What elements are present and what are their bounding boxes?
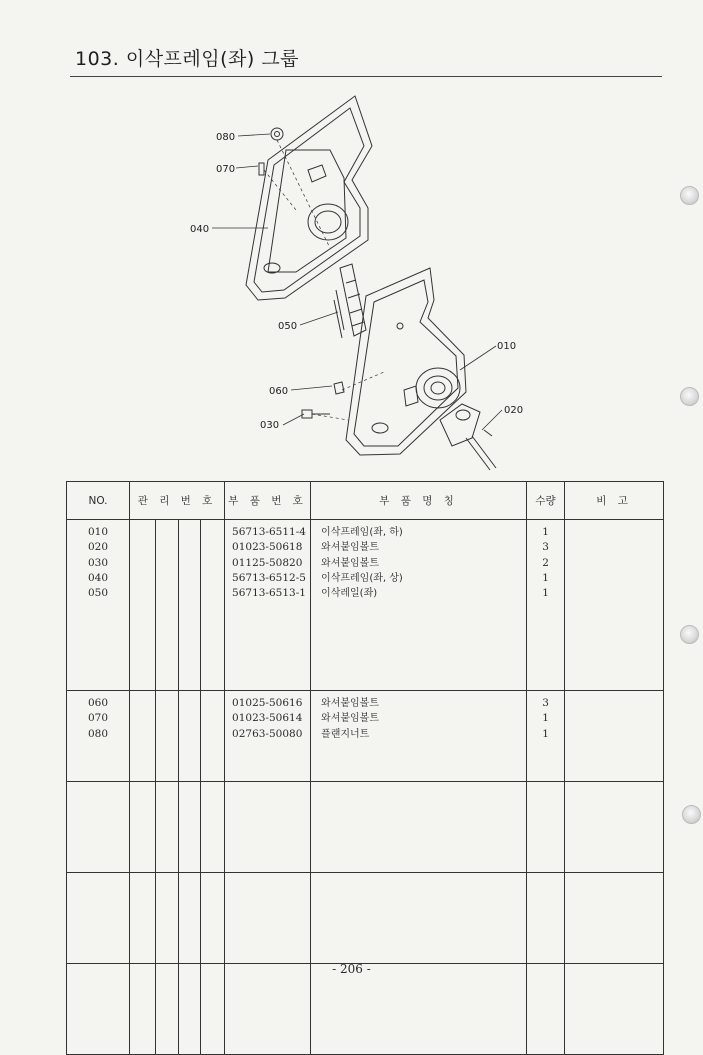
cell-part-number [225,691,311,782]
cell-part-name-value: 이삭레일(좌) [321,588,378,600]
cell-mgmt [201,691,225,782]
cell-mgmt [130,873,156,964]
page-title: 103. 이삭프레임(좌) 그룹 [75,48,300,70]
callout-020: 020 [504,405,524,416]
cell-quantity-value: 3 [542,541,549,554]
cell-part-number [225,520,311,691]
header-quantity: 수량 [527,482,565,520]
callout-050: 050 [278,321,298,332]
cell-mgmt [201,520,225,691]
rail-050 [334,264,366,338]
cell-no [67,873,130,964]
cell-no-value: 050 [87,587,109,600]
cell-mgmt [179,873,201,964]
cell-part-name [311,873,527,964]
cell-quantity-value: 1 [542,727,549,740]
callout-040: 040 [190,224,210,235]
cell-part-name [311,964,527,1055]
cell-quantity-value: 2 [542,556,549,569]
cell-no [67,520,130,691]
cell-part-name [311,520,527,691]
callout-010: 010 [497,341,517,352]
cell-part-number-value: 02763-50080 [232,727,303,740]
cell-mgmt [156,782,179,873]
cell-part-number-value: 01023-50618 [232,541,303,554]
cell-remarks [565,873,664,964]
cell-no-value: 030 [87,556,109,569]
cell-quantity [527,520,565,691]
cell-remarks [565,691,664,782]
leader-lines [212,134,502,430]
cell-part-number-value: 56713-6512-5 [232,571,306,584]
page-number: - 206 - [332,962,371,976]
cell-part-number-value: 56713-6511-4 [232,526,306,538]
table-row-group [67,964,664,1055]
cell-mgmt [201,964,225,1055]
cell-part-name-value: 와셔붙임볼트 [321,713,379,725]
header-part-name: 부 품 명 칭 [311,482,527,520]
cell-mgmt [179,964,201,1055]
cell-part-name-value: 와셔붙임볼트 [321,698,379,709]
cell-no-value: 010 [87,526,109,538]
cell-mgmt [201,782,225,873]
table-row-group [67,873,664,964]
cell-quantity [527,873,565,964]
cell-mgmt [179,691,201,782]
cell-quantity-value: 1 [542,526,549,538]
cell-remarks [565,964,664,1055]
cell-mgmt [201,873,225,964]
bracket-020 [440,404,496,470]
cell-no-value: 080 [87,727,109,740]
cell-mgmt [179,520,201,691]
cell-part-name-value: 와셔붙임볼트 [321,542,379,554]
cell-remarks [565,520,664,691]
cell-part-name [311,691,527,782]
callout-080: 080 [216,132,236,143]
cell-part-name-value: 이삭프레임(좌, 상) [321,572,403,584]
binder-hole [680,625,699,644]
cell-quantity [527,964,565,1055]
lower-frame-010 [346,268,466,455]
cell-part-number-value: 01023-50614 [232,712,303,725]
cell-quantity-value: 3 [542,697,549,709]
cell-part-name-value: 와셔붙임볼트 [321,557,379,569]
cell-mgmt [156,873,179,964]
cell-quantity [527,782,565,873]
cell-quantity-value: 1 [542,587,549,600]
table-header-row [67,482,664,520]
callout-030: 030 [260,420,280,431]
cell-part-number-value: 56713-6513-1 [232,587,306,600]
header-remarks: 비 고 [565,482,664,520]
table-row-group [67,691,664,782]
cell-part-number-value: 01025-50616 [232,697,303,709]
callout-070: 070 [216,164,236,175]
cell-mgmt [130,520,156,691]
cell-no-value: 070 [87,712,109,725]
cell-part-name [311,782,527,873]
cell-mgmt [130,782,156,873]
cell-no [67,691,130,782]
cell-part-number [225,873,311,964]
binder-hole [682,805,701,824]
cell-mgmt [156,691,179,782]
cell-part-name-value: 플랜지너트 [321,728,370,740]
cell-quantity [527,691,565,782]
cell-quantity-value: 1 [542,571,549,584]
cell-mgmt [179,782,201,873]
cell-mgmt [156,964,179,1055]
header-mgmt-number: 관 리 번 호 [130,482,225,520]
cell-remarks [565,782,664,873]
cell-mgmt [156,520,179,691]
cell-part-number [225,964,311,1055]
table-row-group [67,782,664,873]
cell-part-number [225,782,311,873]
cell-part-name-value: 이삭프레임(좌, 하) [321,527,403,538]
cell-mgmt [130,964,156,1055]
cell-no [67,782,130,873]
callout-060: 060 [269,386,289,397]
cell-no-value: 040 [87,571,109,584]
header-part-number: 부 품 번 호 [225,482,311,520]
cell-quantity-value: 1 [542,712,549,725]
cell-no-value: 060 [87,697,109,709]
table-row-group [67,520,664,691]
exploded-parts-diagram [0,0,703,480]
header-no: NO. [67,482,130,520]
cell-no-value: 020 [87,541,109,554]
cell-no [67,964,130,1055]
cell-part-number-value: 01125-50820 [232,556,303,569]
cell-mgmt [130,691,156,782]
